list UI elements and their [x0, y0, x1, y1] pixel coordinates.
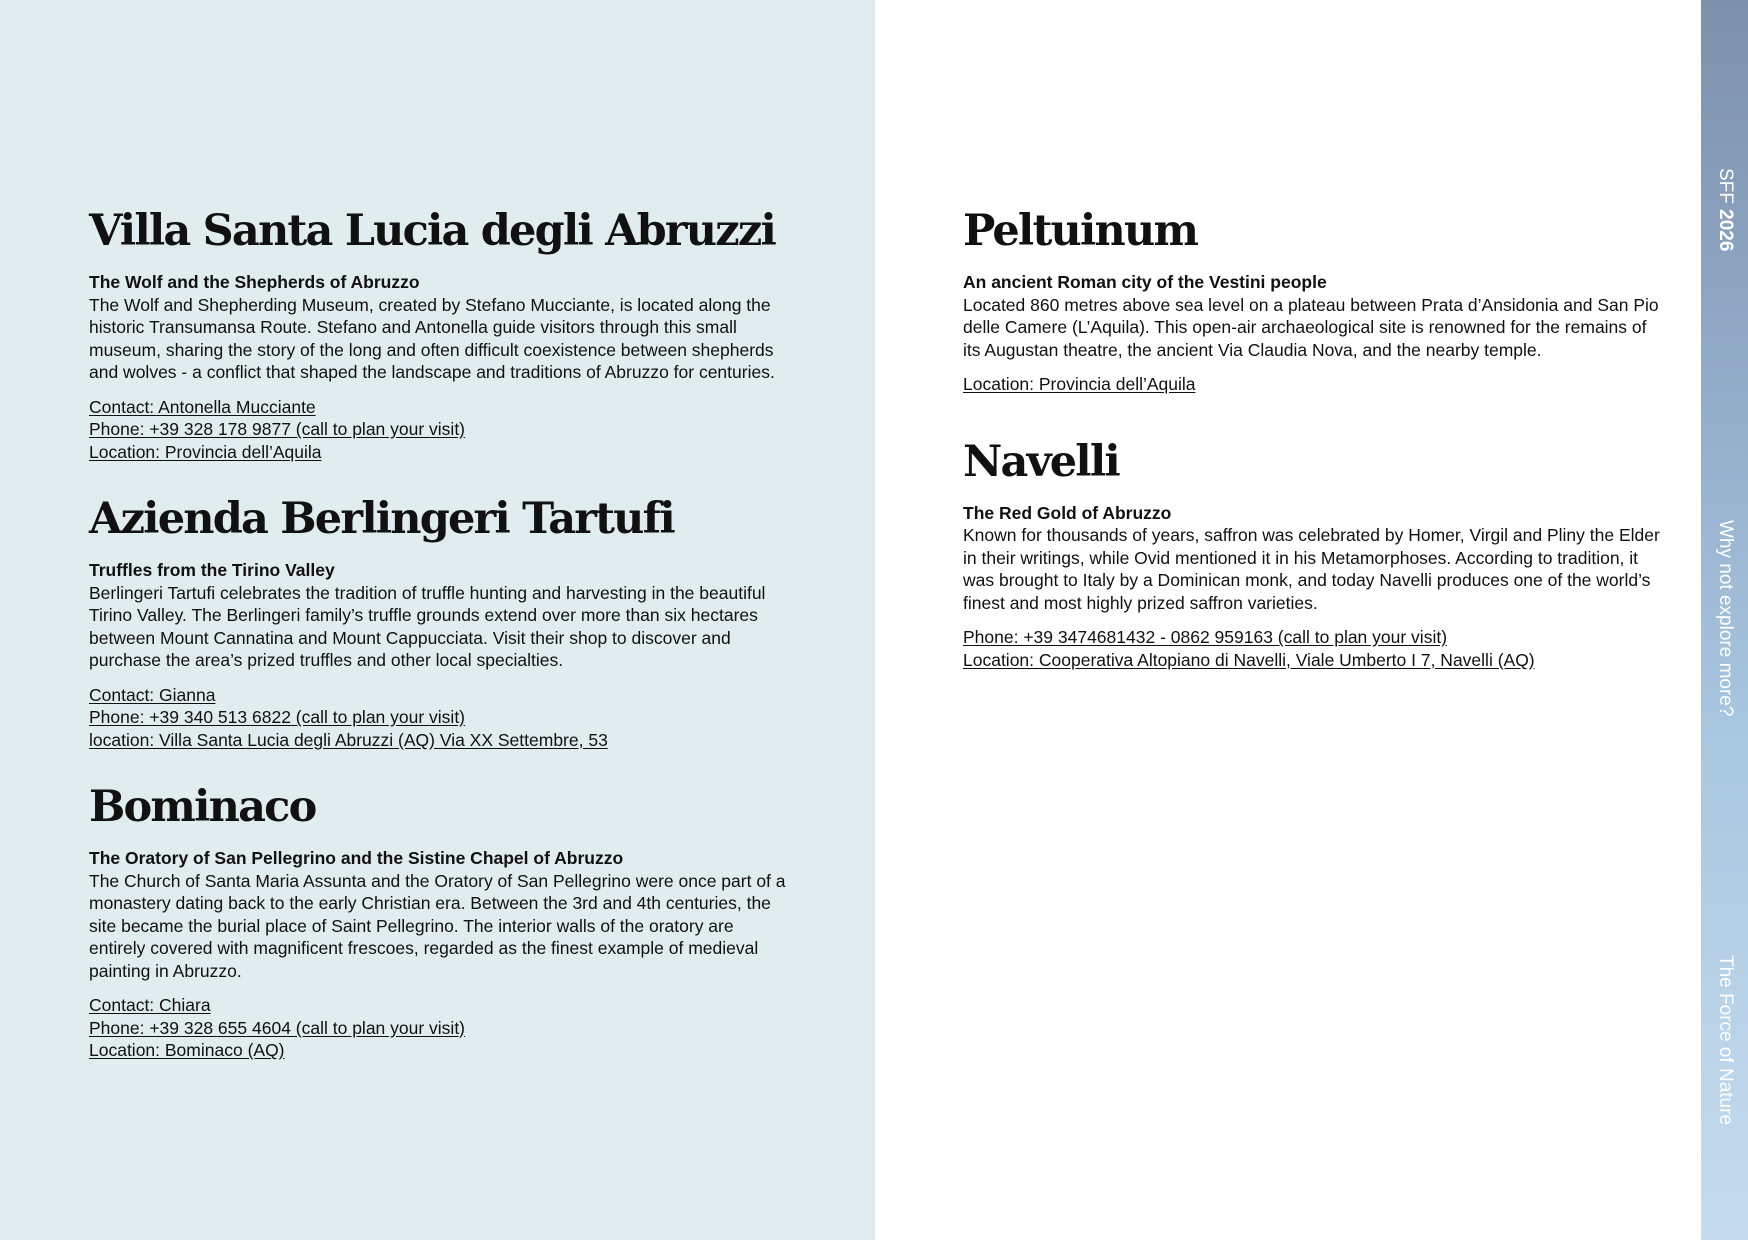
section-body: The Wolf and Shepherding Museum, created by Stefano Mucciante, is located along the historic Transumansa Route. Stefano and Antonella guide visitors through this small museum, sharing the story of the long and often difficult coexistence between shepherds and wolves - a conflict that shaped the landscape and traditions of Abruzzo for centuries.	[89, 294, 775, 382]
section-body: Located 860 metres above sea level on a plateau between Prata d’Ansidonia and San Pio delle Camere (L’Aquila). This open-air archaeological site is renowned for the remains of its Augustan theatre, the ancient Via Claudia Nova, and the nearby temple.	[963, 294, 1659, 360]
contact-block	[963, 626, 1663, 671]
side-tab-strip	[1701, 0, 1748, 1240]
section-bominaco	[89, 779, 789, 1062]
phone-link[interactable]: Phone: +39 328 178 9877 (call to plan your visit)	[89, 419, 466, 439]
section-body: The Church of Santa Maria Assunta and the Oratory of San Pellegrino were once part of a monastery dating back to the early Christian era. Between the 3rd and 4th centuries, the site became the burial place of Saint Pellegrino. The interior walls of the oratory are entirely covered with magnificent frescoes, regarded as the finest example of medieval painting in Abruzzo.	[89, 870, 786, 981]
side-year-prefix: SFF	[1715, 168, 1736, 210]
contact-block	[963, 373, 1663, 396]
location-link[interactable]: Location: Cooperativa Altopiano di Navelli, Viale Umberto I 7, Navelli (AQ)	[963, 649, 1535, 670]
location-link[interactable]: Location: Provincia dell’Aquila	[89, 441, 322, 462]
contact-block	[89, 994, 789, 1062]
contact-block	[89, 396, 789, 464]
section-title: Azienda Berlingeri Tartufi	[89, 494, 674, 544]
section-subtitle: The Red Gold of Abruzzo	[963, 502, 1172, 523]
location-link[interactable]: location: Villa Santa Lucia degli Abruzzi (AQ) Via XX Settembre, 53	[89, 729, 608, 750]
side-year-label	[1712, 168, 1738, 251]
section-subtitle: The Wolf and the Shepherds of Abruzzo	[89, 272, 420, 292]
section-subtitle: Truffles from the Tirino Valley	[89, 560, 335, 580]
phone-link[interactable]: Phone: +39 328 655 4604 (call to plan your visit)	[89, 1017, 466, 1038]
section-title: Navelli	[963, 436, 1119, 487]
section-title: Bominaco	[89, 782, 316, 832]
section-berlingeri	[89, 491, 789, 751]
phone-link[interactable]: Phone: +39 3474681432 - 0862 959163 (call to plan your visit)	[963, 627, 1448, 647]
phone-link[interactable]: Phone: +39 340 513 6822 (call to plan your visit)	[89, 707, 466, 727]
side-year-number: 2026	[1715, 209, 1736, 252]
section-subtitle: The Oratory of San Pellegrino and the Sistine Chapel of Abruzzo	[89, 848, 624, 868]
contact-link[interactable]: Contact: Gianna	[89, 684, 216, 705]
section-title: Villa Santa Lucia degli Abruzzi	[89, 206, 776, 256]
left-column	[89, 203, 789, 1090]
location-link[interactable]: Location: Bominaco (AQ)	[89, 1040, 285, 1060]
section-body: Berlingeri Tartufi celebrates the tradition of truffle hunting and harvesting in the beautiful Tirino Valley. The Berlingeri family’s truffle grounds extend over more than six hectares between Mount Cannatina and Mount Cappucciata. Visit their shop to discover and purchase the area’s prized truffles and other local specialties.	[89, 582, 766, 670]
section-title: Peltuinum	[963, 206, 1198, 256]
section-navelli	[963, 434, 1663, 672]
contact-link[interactable]: Contact: Chiara	[89, 995, 211, 1015]
right-column	[963, 203, 1663, 699]
side-explore-label: Why not explore more?	[1715, 520, 1736, 717]
location-link[interactable]: Location: Provincia dell’Aquila	[963, 374, 1196, 394]
side-chapter-label: The Force of Nature	[1715, 955, 1736, 1126]
contact-link[interactable]: Contact: Antonella Mucciante	[89, 396, 316, 417]
contact-block	[89, 684, 789, 752]
section-villa-santa-lucia	[89, 203, 789, 463]
section-subtitle: An ancient Roman city of the Vestini people	[963, 272, 1327, 292]
section-peltuinum	[963, 203, 1663, 396]
section-body: Known for thousands of years, saffron was celebrated by Homer, Virgil and Pliny the Elder in their writings, while Ovid mentioned it in his Metamorphoses. According to tradition, it was brought to Italy by a Dominican monk, and today Navelli produces one of the world’s finest and most highly prized saffron varieties.	[963, 525, 1660, 613]
